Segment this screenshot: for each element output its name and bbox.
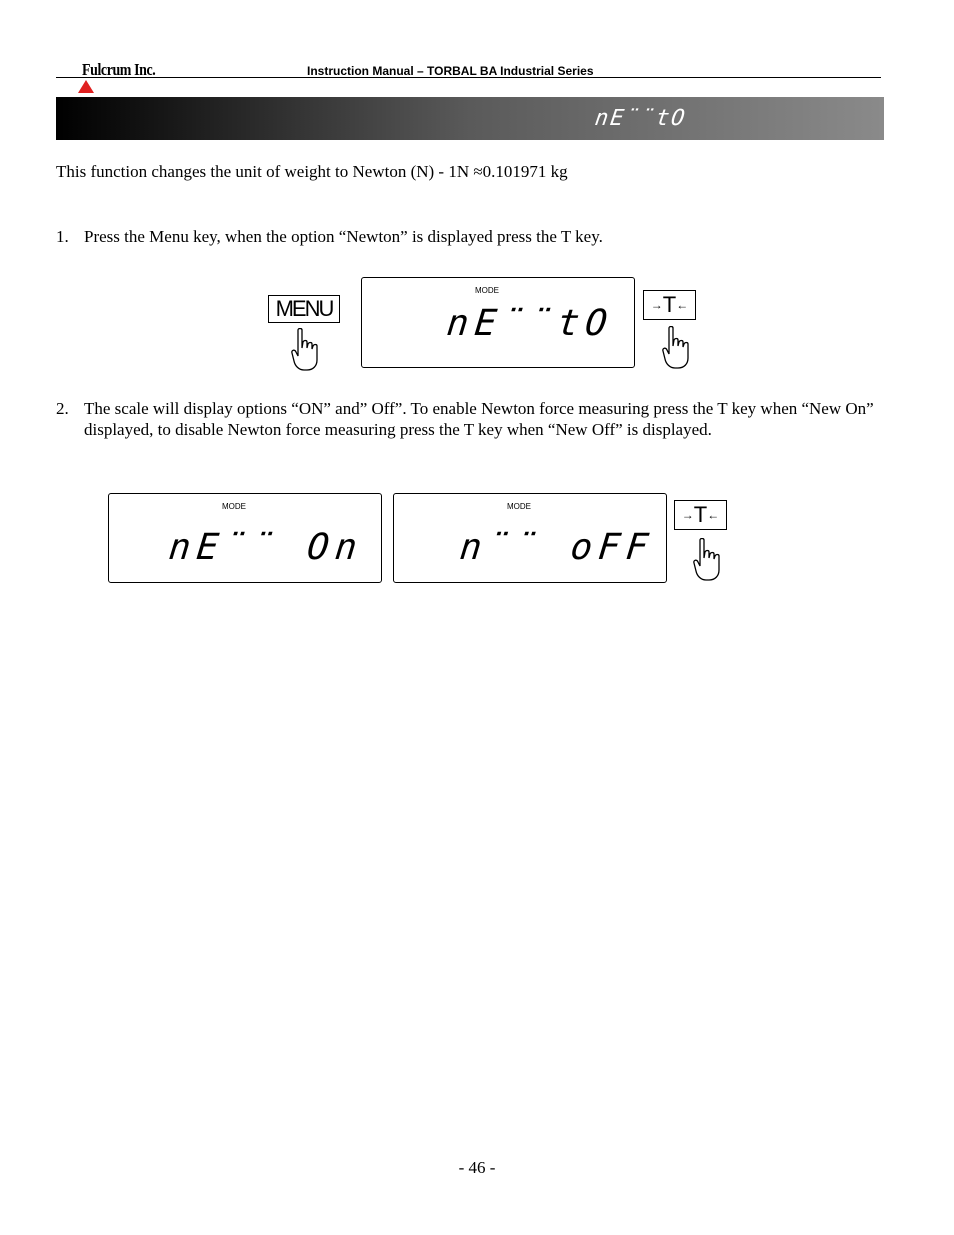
tare-key (643, 290, 696, 320)
section-banner (56, 97, 884, 140)
header-title: Instruction Manual – TORBAL BA Industrial Series (307, 64, 594, 78)
arrow-right-icon: → (681, 508, 694, 522)
lcd-mode-label: MODE (222, 502, 246, 511)
scale-display-newton-off (393, 493, 667, 583)
lcd-mode-label: MODE (507, 502, 531, 511)
step-number: 1. (56, 227, 69, 246)
logo-triangle-icon (78, 80, 94, 93)
tare-key (674, 500, 727, 530)
header-divider (56, 77, 881, 78)
scale-display-newton (361, 277, 635, 368)
scale-display-newton-on (108, 493, 382, 583)
tare-key-label: T (693, 502, 708, 527)
step-text: Press the Menu key, when the option “Newton” is displayed press the T key. (84, 227, 603, 246)
arrow-left-icon: ← (676, 298, 689, 312)
page-number: - 46 - (458, 1158, 496, 1177)
lcd-readout: nE¨¨tO (444, 303, 616, 344)
menu-key: MENU (268, 295, 340, 323)
intro-paragraph: This function changes the unit of weight to Newton (N) - 1N ≈0.101971 kg (56, 162, 568, 181)
pointing-hand-icon (661, 326, 691, 370)
step-number: 2. (56, 399, 69, 418)
lcd-mode-label: MODE (475, 286, 499, 295)
arrow-right-icon: → (650, 298, 663, 312)
lcd-readout: nE¨¨ On (166, 527, 365, 568)
lcd-readout: n¨¨ oFF (457, 527, 656, 568)
company-logo: Fulcrum Inc. (82, 60, 156, 79)
pointing-hand-icon (290, 328, 320, 372)
section-banner-label: nE¨¨tO (592, 106, 688, 131)
tare-key-label: T (662, 292, 677, 317)
pointing-hand-icon (692, 538, 722, 582)
step-text: The scale will display options “ON” and” Off”. To enable Newton force measuring press the T key when “New On” displayed, to disable Newton force measuring press the T key when “New Off” is displayed. (84, 399, 874, 439)
arrow-left-icon: ← (707, 508, 720, 522)
